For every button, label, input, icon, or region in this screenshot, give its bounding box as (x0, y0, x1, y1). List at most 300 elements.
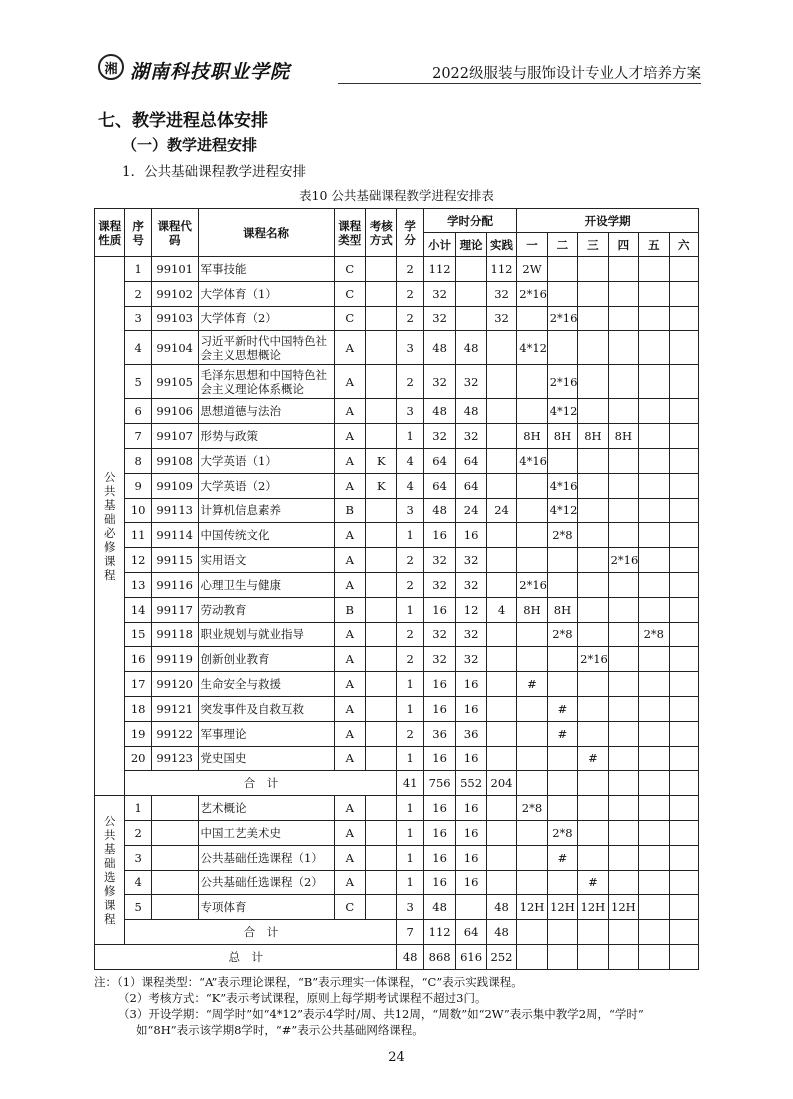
hours-total-cell: 32 (423, 365, 455, 399)
header-exam: 考核方式 (366, 209, 397, 257)
header-hours-theory: 理论 (456, 233, 486, 257)
term-5-cell (639, 281, 669, 306)
type-cell: A (334, 696, 365, 721)
header-credit: 学分 (397, 209, 423, 257)
hours-practice-cell (486, 473, 516, 498)
grand-total-hours-practice: 252 (486, 944, 516, 969)
term-4-cell (608, 399, 638, 424)
term-3-cell: 2*16 (578, 647, 608, 672)
hours-total-cell: 16 (423, 870, 455, 895)
hours-theory-cell: 16 (456, 696, 486, 721)
page-number: 24 (388, 1050, 405, 1065)
term-3-cell (578, 548, 608, 573)
seq-cell: 13 (125, 572, 151, 597)
seq-cell: 11 (125, 523, 151, 548)
grand-total-term-1 (517, 944, 547, 969)
course-name-cell: 思想道德与法治 (198, 399, 334, 424)
table-row (95, 696, 699, 721)
hours-practice-cell (486, 331, 516, 365)
sub-subsection-heading: 1．公共基础课程教学进程安排 (122, 164, 307, 180)
term-2-cell: 8H (547, 597, 577, 622)
exam-cell (366, 721, 397, 746)
table-row (95, 845, 699, 870)
subtotal-hours-total: 112 (423, 920, 455, 945)
exam-cell (366, 424, 397, 449)
subtotal-term-1 (517, 920, 547, 945)
type-cell: A (334, 796, 365, 821)
grand-total-term-2 (547, 944, 577, 969)
seq-cell: 4 (125, 331, 151, 365)
hours-total-cell: 32 (423, 281, 455, 306)
hours-total-cell: 32 (423, 572, 455, 597)
term-6-cell (669, 399, 698, 424)
term-2-cell: # (547, 845, 577, 870)
term-6-cell (669, 647, 698, 672)
term-2-cell: 4*12 (547, 498, 577, 523)
term-3-cell (578, 622, 608, 647)
type-cell: A (334, 647, 365, 672)
course-name-cell: 实用语文 (198, 548, 334, 573)
hours-total-cell: 32 (423, 306, 455, 331)
grand-total-row (95, 944, 699, 969)
term-5-cell (639, 365, 669, 399)
table-row (95, 796, 699, 821)
term-1-cell: 2*16 (517, 281, 547, 306)
credit-cell: 1 (397, 597, 423, 622)
hours-practice-cell (486, 448, 516, 473)
exam-cell (366, 672, 397, 697)
hours-practice-cell (486, 572, 516, 597)
seq-cell: 18 (125, 696, 151, 721)
seq-cell: 9 (125, 473, 151, 498)
term-1-cell (517, 870, 547, 895)
term-5-cell (639, 306, 669, 331)
term-3-cell (578, 365, 608, 399)
subtotal-hours-theory: 64 (456, 920, 486, 945)
credit-cell: 1 (397, 820, 423, 845)
subtotal-term-3 (578, 920, 608, 945)
subtotal-term-5 (639, 771, 669, 796)
hours-practice-cell (486, 523, 516, 548)
course-name-cell: 专项体育 (198, 895, 334, 920)
exam-cell (366, 696, 397, 721)
seq-cell: 1 (125, 796, 151, 821)
term-6-cell (669, 597, 698, 622)
exam-cell (366, 895, 397, 920)
table-caption: 表10 公共基础课程教学进程安排表 (299, 188, 494, 203)
exam-cell (366, 281, 397, 306)
hours-theory-cell: 32 (456, 424, 486, 449)
term-2-cell: 8H (547, 424, 577, 449)
hours-theory-cell: 16 (456, 672, 486, 697)
term-4-cell (608, 796, 638, 821)
hours-total-cell: 32 (423, 424, 455, 449)
table-row (95, 895, 699, 920)
grand-total-term-6 (669, 944, 698, 969)
header-nature: 课程性质 (95, 209, 125, 257)
term-2-cell (547, 448, 577, 473)
subtotal-term-2 (547, 920, 577, 945)
hours-theory-cell: 16 (456, 746, 486, 771)
term-2-cell (547, 257, 577, 282)
term-3-cell: 8H (578, 424, 608, 449)
term-4-cell (608, 597, 638, 622)
exam-cell (366, 399, 397, 424)
term-3-cell (578, 399, 608, 424)
credit-cell: 1 (397, 696, 423, 721)
course-name-cell: 习近平新时代中国特色社会主义思想概论 (198, 331, 334, 365)
term-1-cell: 8H (517, 597, 547, 622)
term-5-cell (639, 424, 669, 449)
hours-theory-cell: 64 (456, 473, 486, 498)
term-4-cell: 12H (608, 895, 638, 920)
document-title: 2022级服装与服饰设计专业人才培养方案 (432, 66, 701, 82)
subtotal-hours-practice: 204 (486, 771, 516, 796)
term-6-cell (669, 721, 698, 746)
header-term-6: 六 (669, 233, 698, 257)
term-3-cell (578, 281, 608, 306)
subtotal-hours-total: 756 (423, 771, 455, 796)
header-terms: 开设学期 (517, 209, 699, 233)
subsection-heading: （一）教学进程安排 (122, 136, 258, 154)
term-2-cell (547, 647, 577, 672)
exam-cell (366, 365, 397, 399)
credit-cell: 2 (397, 306, 423, 331)
credit-cell: 2 (397, 548, 423, 573)
table-row (95, 820, 699, 845)
subtotal-term-6 (669, 920, 698, 945)
term-2-cell (547, 796, 577, 821)
term-6-cell (669, 672, 698, 697)
hours-practice-cell (486, 672, 516, 697)
exam-cell (366, 523, 397, 548)
type-cell: A (334, 746, 365, 771)
table-row (95, 281, 699, 306)
term-6-cell (669, 257, 698, 282)
credit-cell: 2 (397, 622, 423, 647)
table-row (95, 498, 699, 523)
hours-practice-cell (486, 796, 516, 821)
hours-theory-cell: 24 (456, 498, 486, 523)
term-3-cell (578, 448, 608, 473)
hours-total-cell: 16 (423, 746, 455, 771)
term-2-cell (547, 746, 577, 771)
code-cell: 99117 (151, 597, 198, 622)
term-5-cell (639, 548, 669, 573)
code-cell (151, 796, 198, 821)
term-5-cell: 2*8 (639, 622, 669, 647)
credit-cell: 2 (397, 281, 423, 306)
term-1-cell: 4*16 (517, 448, 547, 473)
type-cell: A (334, 572, 365, 597)
term-4-cell (608, 331, 638, 365)
seq-cell: 17 (125, 672, 151, 697)
term-1-cell (517, 473, 547, 498)
term-6-cell (669, 523, 698, 548)
hours-theory-cell: 16 (456, 845, 486, 870)
term-1-cell: 8H (517, 424, 547, 449)
term-2-cell (547, 870, 577, 895)
term-1-cell (517, 399, 547, 424)
term-1-cell (517, 845, 547, 870)
hours-theory-cell: 32 (456, 548, 486, 573)
term-5-cell (639, 696, 669, 721)
term-4-cell (608, 696, 638, 721)
header-hours-practice: 实践 (486, 233, 516, 257)
code-cell: 99109 (151, 473, 198, 498)
term-1-cell (517, 498, 547, 523)
exam-cell (366, 845, 397, 870)
type-cell: C (334, 306, 365, 331)
term-2-cell: 2*8 (547, 523, 577, 548)
term-4-cell (608, 622, 638, 647)
credit-cell: 1 (397, 845, 423, 870)
table-row (95, 399, 699, 424)
term-2-cell: 4*16 (547, 473, 577, 498)
table-row (95, 523, 699, 548)
course-name-cell: 大学体育（1） (198, 281, 334, 306)
seq-cell: 16 (125, 647, 151, 672)
hours-theory-cell: 48 (456, 399, 486, 424)
table-row (95, 306, 699, 331)
course-name-cell: 大学体育（2） (198, 306, 334, 331)
term-5-cell (639, 746, 669, 771)
schedule-table (94, 208, 699, 970)
type-cell: A (334, 721, 365, 746)
term-6-cell (669, 572, 698, 597)
code-cell (151, 845, 198, 870)
term-2-cell (547, 572, 577, 597)
credit-cell: 3 (397, 895, 423, 920)
term-4-cell (608, 746, 638, 771)
term-1-cell (517, 622, 547, 647)
code-cell: 99120 (151, 672, 198, 697)
grand-total-term-3 (578, 944, 608, 969)
table-row (95, 365, 699, 399)
term-6-cell (669, 448, 698, 473)
term-3-cell (578, 672, 608, 697)
exam-cell (366, 597, 397, 622)
term-2-cell: 2*16 (547, 306, 577, 331)
course-name-cell: 公共基础任选课程（1） (198, 845, 334, 870)
code-cell: 99106 (151, 399, 198, 424)
code-cell: 99104 (151, 331, 198, 365)
term-1-cell (517, 746, 547, 771)
course-name-cell: 公共基础任选课程（2） (198, 870, 334, 895)
hours-theory-cell: 16 (456, 796, 486, 821)
hours-theory-cell: 16 (456, 820, 486, 845)
exam-cell (366, 820, 397, 845)
hours-practice-cell (486, 746, 516, 771)
exam-cell: K (366, 448, 397, 473)
hours-total-cell: 16 (423, 696, 455, 721)
term-6-cell (669, 895, 698, 920)
hours-practice-cell (486, 820, 516, 845)
hours-total-cell: 48 (423, 895, 455, 920)
table-row (95, 572, 699, 597)
term-6-cell (669, 746, 698, 771)
subtotal-term-4 (608, 920, 638, 945)
table-row (95, 257, 699, 282)
school-name: 湖南科技职业学院 (130, 61, 291, 83)
term-4-cell (608, 473, 638, 498)
type-cell: B (334, 597, 365, 622)
subtotal-row (95, 771, 699, 796)
term-4-cell (608, 257, 638, 282)
term-5-cell (639, 672, 669, 697)
table-row (95, 548, 699, 573)
term-3-cell (578, 331, 608, 365)
seq-cell: 6 (125, 399, 151, 424)
exam-cell (366, 870, 397, 895)
header-code: 课程代码 (151, 209, 198, 257)
header-term-2: 二 (547, 233, 577, 257)
grand-total-hours-theory: 616 (456, 944, 486, 969)
hours-theory-cell: 32 (456, 572, 486, 597)
seq-cell: 2 (125, 281, 151, 306)
term-6-cell (669, 796, 698, 821)
term-4-cell (608, 306, 638, 331)
type-cell: A (334, 523, 365, 548)
seq-cell: 14 (125, 597, 151, 622)
seq-cell: 4 (125, 870, 151, 895)
hours-practice-cell: 24 (486, 498, 516, 523)
type-cell: A (334, 548, 365, 573)
subtotal-term-3 (578, 771, 608, 796)
credit-cell: 1 (397, 796, 423, 821)
term-2-cell: # (547, 696, 577, 721)
type-cell: A (334, 424, 365, 449)
term-6-cell (669, 424, 698, 449)
course-name-cell: 职业规划与就业指导 (198, 622, 334, 647)
note-term-cont: 如“8H”表示该学期8学时，“#”表示公共基础网络课程。 (136, 1023, 424, 1037)
credit-cell: 2 (397, 572, 423, 597)
hours-total-cell: 16 (423, 597, 455, 622)
exam-cell (366, 498, 397, 523)
course-nature-label: 公共基础必修课程 (95, 257, 125, 796)
term-4-cell: 8H (608, 424, 638, 449)
subtotal-term-2 (547, 771, 577, 796)
code-cell: 99105 (151, 365, 198, 399)
type-cell: A (334, 473, 365, 498)
course-name-cell: 大学英语（1） (198, 448, 334, 473)
course-name-cell: 毛泽东思想和中国特色社会主义理论体系概论 (198, 365, 334, 399)
subtotal-term-5 (639, 920, 669, 945)
note-exam-method: （2）考核方式：“K”表示考试课程，原则上每学期考试课程不超过3门。 (118, 991, 487, 1005)
school-logo-icon: 湘 (98, 54, 124, 80)
subtotal-term-1 (517, 771, 547, 796)
table-row (95, 672, 699, 697)
credit-cell: 3 (397, 399, 423, 424)
term-3-cell (578, 306, 608, 331)
hours-theory-cell: 36 (456, 721, 486, 746)
table-notes (94, 974, 704, 1038)
term-3-cell: # (578, 870, 608, 895)
exam-cell (366, 306, 397, 331)
code-cell: 99116 (151, 572, 198, 597)
hours-theory-cell: 64 (456, 448, 486, 473)
term-4-cell (608, 365, 638, 399)
term-6-cell (669, 622, 698, 647)
code-cell: 99115 (151, 548, 198, 573)
term-1-cell (517, 721, 547, 746)
term-4-cell (608, 281, 638, 306)
term-1-cell: 12H (517, 895, 547, 920)
hours-theory-cell: 32 (456, 647, 486, 672)
seq-cell: 7 (125, 424, 151, 449)
type-cell: B (334, 498, 365, 523)
term-4-cell (608, 870, 638, 895)
hours-practice-cell (486, 548, 516, 573)
code-cell: 99122 (151, 721, 198, 746)
seq-cell: 1 (125, 257, 151, 282)
term-6-cell (669, 845, 698, 870)
subtotal-hours-theory: 552 (456, 771, 486, 796)
term-4-cell: 2*16 (608, 548, 638, 573)
type-cell: C (334, 281, 365, 306)
term-3-cell: 12H (578, 895, 608, 920)
exam-cell (366, 622, 397, 647)
term-6-cell (669, 820, 698, 845)
term-3-cell (578, 523, 608, 548)
credit-cell: 1 (397, 672, 423, 697)
term-2-cell (547, 672, 577, 697)
term-1-cell (517, 365, 547, 399)
hours-theory-cell: 16 (456, 523, 486, 548)
grand-total-label: 总 计 (95, 944, 397, 969)
note-term: （3）开设学期：“周学时”如“4*12”表示4学时/周、共12周，“周数”如“2W”表示集中教学2周，“学时” (118, 1007, 644, 1021)
hours-total-cell: 48 (423, 331, 455, 365)
term-2-cell (547, 281, 577, 306)
term-5-cell (639, 845, 669, 870)
note-course-type: 注：（1）课程类型：“A”表示理论课程，“B”表示理实一体课程，“C”表示实践课程。 (94, 975, 523, 989)
grand-total-credit: 48 (397, 944, 423, 969)
term-1-cell: 4*12 (517, 331, 547, 365)
course-name-cell: 生命安全与救援 (198, 672, 334, 697)
term-6-cell (669, 473, 698, 498)
hours-practice-cell (486, 399, 516, 424)
course-name-cell: 突发事件及自救互救 (198, 696, 334, 721)
term-5-cell (639, 331, 669, 365)
term-2-cell (547, 548, 577, 573)
type-cell: A (334, 399, 365, 424)
type-cell: A (334, 870, 365, 895)
hours-theory-cell (456, 257, 486, 282)
term-3-cell (578, 796, 608, 821)
term-4-cell (608, 721, 638, 746)
code-cell: 99114 (151, 523, 198, 548)
type-cell: A (334, 365, 365, 399)
hours-practice-cell (486, 424, 516, 449)
term-5-cell (639, 473, 669, 498)
credit-cell: 2 (397, 647, 423, 672)
hours-total-cell: 64 (423, 448, 455, 473)
hours-practice-cell (486, 365, 516, 399)
grand-total-term-5 (639, 944, 669, 969)
credit-cell: 1 (397, 870, 423, 895)
subtotal-hours-practice: 48 (486, 920, 516, 945)
hours-practice-cell: 32 (486, 281, 516, 306)
section-heading: 七、教学进程总体安排 (98, 111, 268, 131)
type-cell: A (334, 622, 365, 647)
term-3-cell (578, 257, 608, 282)
credit-cell: 1 (397, 746, 423, 771)
hours-total-cell: 64 (423, 473, 455, 498)
subtotal-label: 合 计 (125, 771, 397, 796)
table-row (95, 448, 699, 473)
term-5-cell (639, 257, 669, 282)
hours-practice-cell (486, 870, 516, 895)
